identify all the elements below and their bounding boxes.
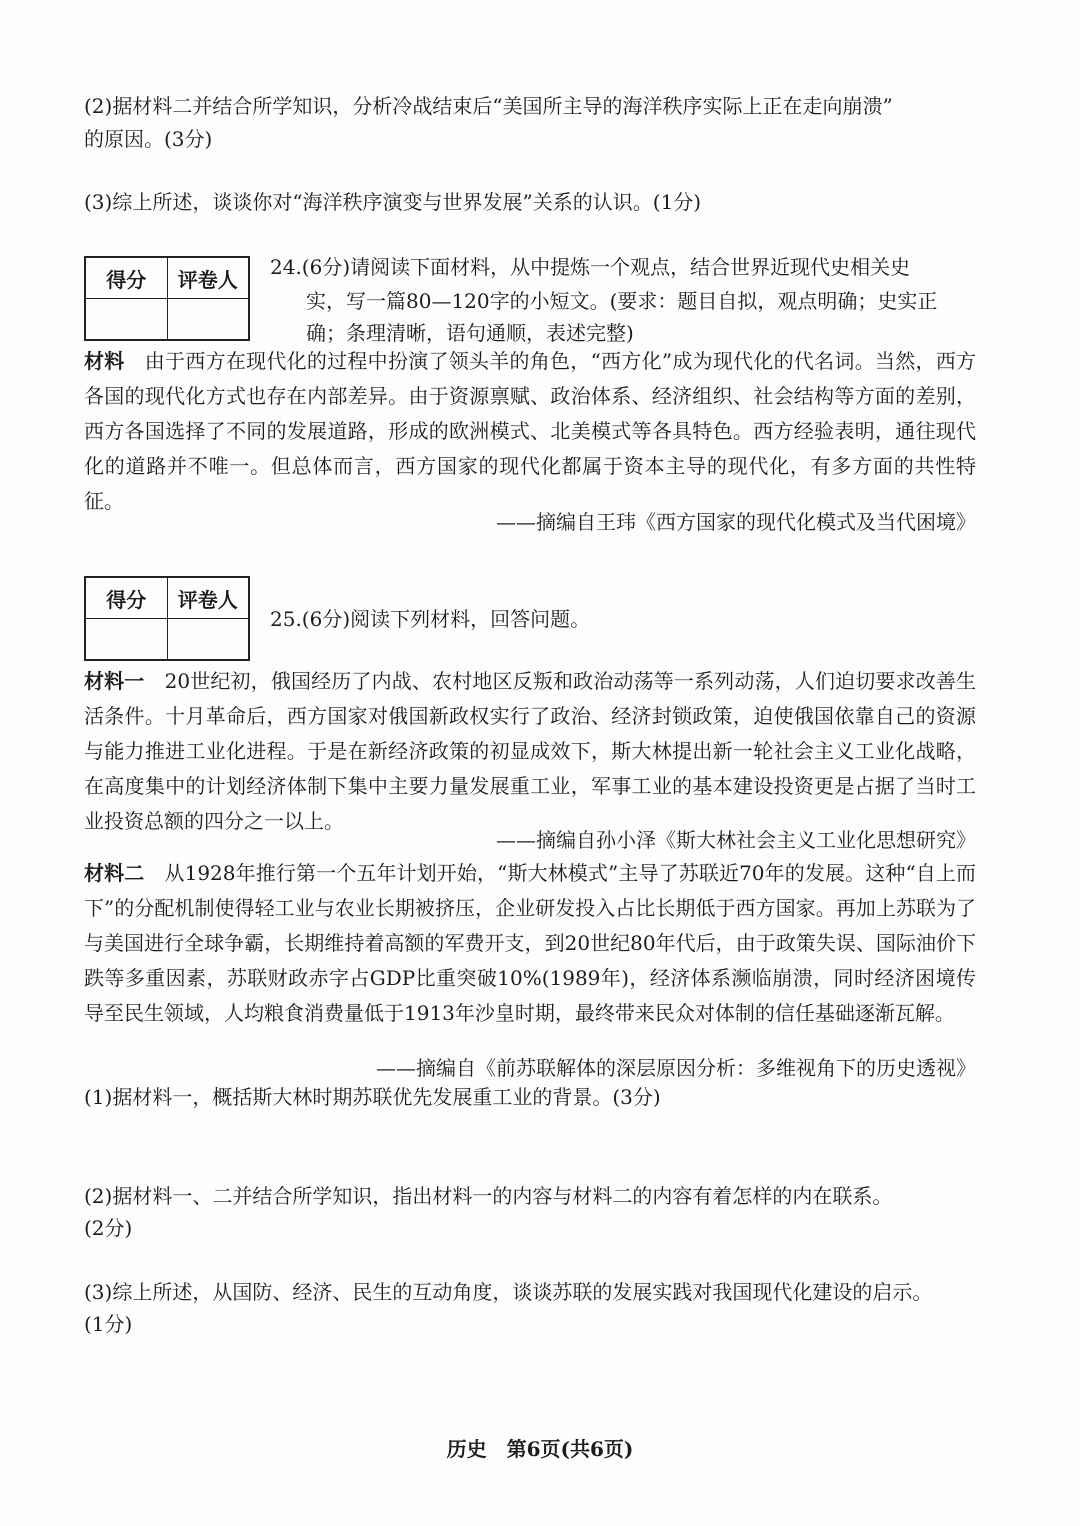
q25-material1-label: 材料一 [84,669,145,693]
q25-question3-line1: (3)综上所述，从国防、经济、民生的互动角度，谈谈苏联的发展实践对我国现代化建设的启示。 [84,1280,933,1304]
q25-material2-label: 材料二 [84,861,145,885]
grader-cell [167,299,249,341]
q25-question1: (1)据材料一，概括斯大林时期苏联优先发展重工业的背景。(3分) [84,1085,661,1109]
q24-instruction-line2: 实，写一篇80—120字的小短文。(要求：题目自拟，观点明确；史实正 [306,289,938,313]
q23-part2-line2: 的原因。(3分) [84,127,213,151]
q23-part2-line1: (2)据材料二并结合所学知识，分析冷战结束后“美国所主导的海洋秩序实际上正在走向崩溃” [84,94,893,118]
score-table-q25 [84,576,250,661]
grader-header: 评卷人 [167,257,249,299]
q23-part3: (3)综上所述，谈谈你对“海洋秩序演变与世界发展”关系的认识。(1分) [84,190,702,214]
score-cell [85,619,167,661]
score-table-q24 [84,256,250,341]
grader-header: 评卷人 [167,577,249,619]
page-footer: 历史 第6页(共6页) [446,1437,634,1461]
q25-question3-line2: (1分) [84,1312,133,1336]
q24-material-text: 由于西方在现代化的过程中扮演了领头羊的角色，“西方化”成为现代化的代名词。当然，西方各国的现代化方式也存在内部差异。由于资源禀赋、政治体系、经济组织、社会结构等方面的差别，西方各国选择了不同的发展道路，形成的欧洲模式、北美模式等各具特色。西方经验表明，通往现代化的道路并不唯一。但总体而言，西方国家的现代化都属于资本主导的现代化，有多方面的共性特征。 [84,349,977,513]
q25-material2-source: ——摘编自《前苏联解体的深层原因分析：多维视角下的历史透视》 [376,1056,976,1080]
score-cell [85,299,167,341]
q24-material [84,344,976,519]
q25-material1 [84,664,976,839]
score-header: 得分 [85,577,167,619]
q25-material1-source: ——摘编自孙小泽《斯大林社会主义工业化思想研究》 [496,828,976,852]
q25-instruction: 25.(6分)阅读下列材料，回答问题。 [270,607,591,631]
q25-question2-line2: (2分) [84,1216,133,1240]
q24-instruction-line3: 确；条理清晰，语句通顺，表述完整) [306,321,634,345]
q25-material1-text: 20世纪初，俄国经历了内战、农村地区反叛和政治动荡等一系列动荡，人们迫切要求改善生活条件。十月革命后，西方国家对俄国新政权实行了政治、经济封锁政策，迫使俄国依靠自己的资源与能力推进工业化进程。于是在新经济政策的初显成效下，斯大林提出新一轮社会主义工业化战略，在高度集中的计划经济体制下集中主要力量发展重工业，军事工业的基本建设投资更是占据了当时工业投资总额的四分之一以上。 [84,669,977,833]
score-header: 得分 [85,257,167,299]
q25-material2-text: 从1928年推行第一个五年计划开始，“斯大林模式”主导了苏联近70年的发展。这种“自上而下”的分配机制使得轻工业与农业长期被挤压，企业研发投入占比长期低于西方国家。再加上苏联为了与美国进行全球争霸，长期维持着高额的军费开支，到20世纪80年代后，由于政策失误、国际油价下跌等多重因素，苏联财政赤字占GDP比重突破10%(1989年)，经济体系濒临崩溃，同时经济困境传导至民生领域，人均粮食消费量低于1913年沙皇时期，最终带来民众对体制的信任基础逐渐瓦解。 [84,861,977,1025]
q24-material-label: 材料 [84,349,125,373]
q24-source: ——摘编自王玮《西方国家的现代化模式及当代困境》 [496,510,976,534]
q25-material2 [84,856,976,1031]
grader-cell [167,619,249,661]
q25-question2-line1: (2)据材料一、二并结合所学知识，指出材料一的内容与材料二的内容有着怎样的内在联系。 [84,1184,893,1208]
q24-instruction-line1: 24.(6分)请阅读下面材料，从中提炼一个观点，结合世界近现代史相关史 [270,255,911,279]
